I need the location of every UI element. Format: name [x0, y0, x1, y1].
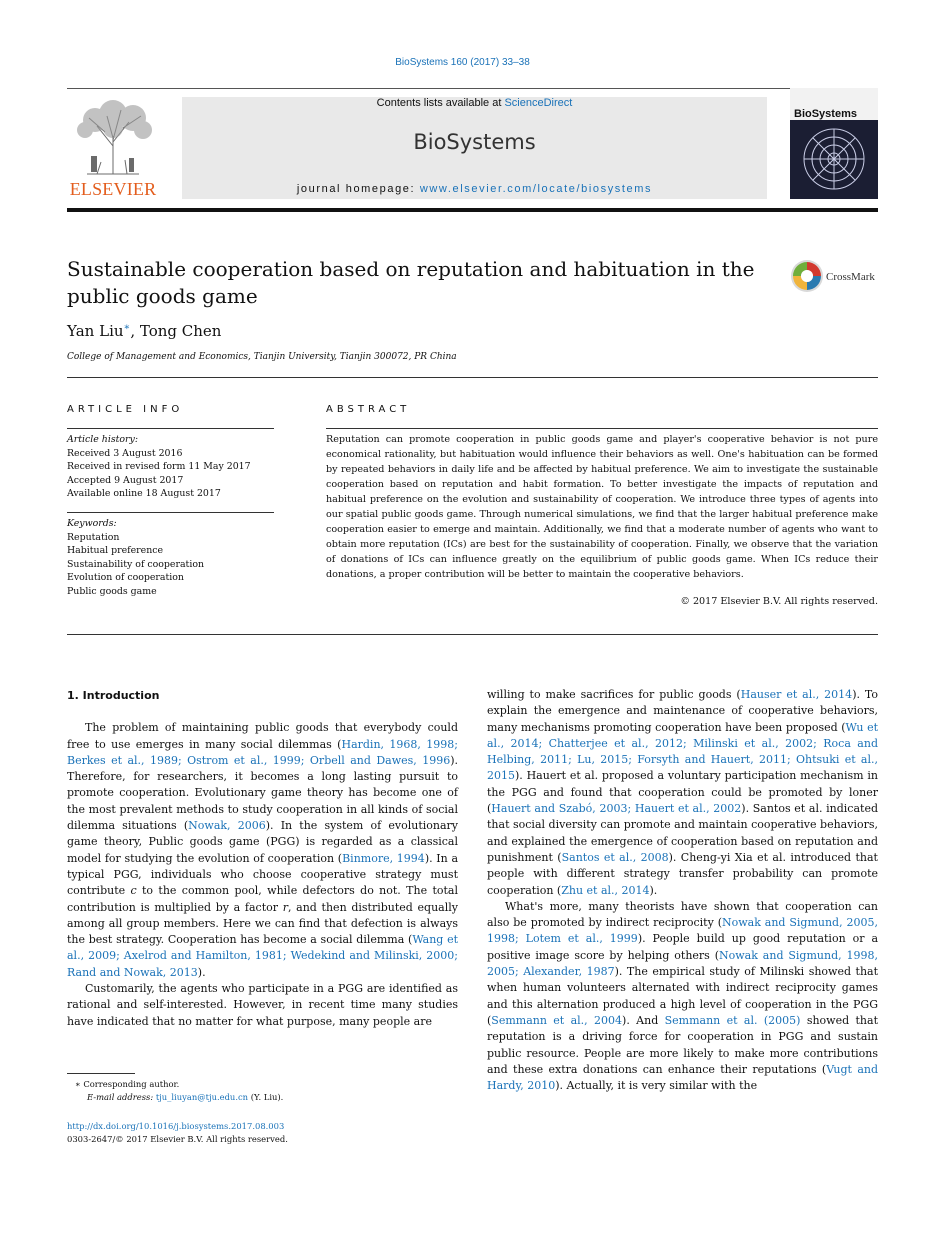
article-history: [67, 433, 274, 501]
journal-title: BioSystems: [413, 130, 536, 154]
email-suffix: (Y. Liu).: [248, 1092, 284, 1102]
citation-link[interactable]: Hauser et al., 2014: [740, 688, 853, 701]
keyword: Public goods game: [67, 585, 157, 597]
history-label: Article history:: [67, 434, 138, 445]
text-run: ). Cheng-yi Xia et al. introduced that people with different strategy transfer probability can promote cooperation (: [487, 850, 878, 897]
article-info-rule: [67, 428, 274, 429]
text-run: The problem of maintaining public goods that everybody could free to use emerges in many social dilemmas (: [67, 721, 458, 751]
cover-graphic-icon: [799, 124, 869, 194]
email-note: [75, 1091, 283, 1104]
keyword: Sustainability of cooperation: [67, 558, 204, 570]
keywords-rule: [67, 512, 274, 513]
text-run: ). In a typical PGG, individuals who choose cooperative strategy must contribute: [67, 851, 459, 898]
sciencedirect-link[interactable]: ScienceDirect: [504, 97, 573, 109]
issn-line: 0303-2647/© 2017 Elsevier B.V. All rights reserved.: [67, 1134, 288, 1144]
author-name: , Tong Chen: [130, 322, 222, 340]
paragraph: [67, 720, 458, 981]
citation-link[interactable]: Vugt and Hardy, 2010: [487, 1062, 879, 1093]
history-item: Received in revised form 11 May 2017: [67, 461, 251, 472]
section-heading-introduction: 1. Introduction: [67, 689, 160, 702]
homepage-line: [182, 183, 767, 195]
history-item: Accepted 9 August 2017: [67, 474, 184, 486]
text-run: ). Santos et al. indicated that social diversity can promote and maintain cooperative behaviors, and explained the emergence of cooperation based on reputation and punishment (: [487, 802, 878, 864]
text-run: willing to make sacrifices for public goods (: [487, 688, 741, 701]
text-run: ). To explain the emergence and maintenance of cooperative behaviors, many mechanisms promoting cooperation have been proposed (: [487, 688, 879, 734]
abstract-rule: [326, 428, 878, 429]
citation-link[interactable]: Santos et al., 2008: [561, 850, 669, 864]
text-run: to the common pool, while defectors do not. The total contribution is multiplied by a factor: [67, 884, 458, 914]
citation-link[interactable]: Zhu et al., 2014: [561, 883, 650, 897]
abstract-text: Reputation can promote cooperation in public goods game and player's cooperative behavior is not pure economical rationality, but habituation would influence their behaviors as well. One's habituation can be formed by repeated behaviors in daily life and be affected by habitual preference. We aim to investigate the sustainable cooperation based on reputation and habit formation. To better investigate the impacts of reputation and habitual preference on the evolution and sustainability of cooperation. We introduce three types of agents into our spatial public goods game. Through numerical simulations, we find that the larger habitual preference make cooperation easier to emerge and maintain. Additionally, we find that a moderate number of agents who want to obtain more reputation (ICs) are best for the sustainability of cooperation. Finally, we observe that the variation of donations of ICs can influence greatly on the equilibrium of public goods game. When ICs reduce their donations, a proper contribution will be better to maintain the cooperative behaviors.: [326, 434, 878, 580]
article-info-heading: ARTICLE INFO: [67, 404, 184, 415]
body-column-right: [487, 687, 878, 1094]
text-run: ). Therefore, for researchers, it becomes a long lasting pursuit to promote cooperation. Evolutionary game theory has become one of the most prevalent methods to study cooperation in all kinds of social dilemma situations (: [67, 753, 458, 833]
body-column-left: [67, 688, 458, 1030]
article-title: Sustainable cooperation based on reputation and habituation in the public goods game: [67, 257, 755, 308]
text-run: ). And: [622, 1013, 665, 1027]
header-thick-rule: [67, 208, 878, 212]
citation-link[interactable]: Semmann et al., 2004: [491, 1013, 623, 1027]
corresponding-author-marker[interactable]: ∗: [123, 322, 131, 333]
text-run: showed that reputation is a driving force for cooperation in PGG and sustain public resource. People are more likely to make more contributions and these extra donations can enhance their reputations (: [487, 1013, 878, 1076]
text-run: ). Hauert et al. proposed a voluntary participation mechanism in the PGG and found that cooperation could be promoted by loner (: [487, 769, 878, 816]
keyword: Habitual preference: [67, 545, 164, 556]
title-rule: [67, 377, 878, 378]
citation-link[interactable]: Wu et al., 2014; Chatterjee et al., 2012; Milinski et al., 2002; Roca and Helbing, 2011; Lu, 2015; Forsyth and Hauert, 2011; Ohtsuki et al., 2015: [487, 720, 878, 783]
email-link[interactable]: tju_liuyan@tju.edu.cn: [155, 1092, 249, 1102]
citation-link[interactable]: Nowak, 2006: [188, 819, 266, 833]
citation-link[interactable]: Nowak and Sigmund, 2005, 1998; Lotem et al., 1999: [487, 916, 878, 946]
keyword: Reputation: [67, 531, 120, 543]
abstract-heading: ABSTRACT: [326, 404, 411, 415]
text-run: ).: [197, 965, 206, 979]
publisher-logo: [67, 96, 159, 200]
corresponding-author-note: ∗ Corresponding author.: [75, 1079, 180, 1089]
cover-title: BioSystems: [794, 108, 857, 120]
paragraph: [487, 687, 878, 899]
elsevier-tree-icon: [67, 96, 159, 176]
publisher-name: ELSEVIER: [69, 179, 157, 199]
text-run: ).: [649, 883, 658, 897]
footnotes: [75, 1078, 283, 1104]
crossmark-icon: [790, 259, 824, 293]
author-name: Yan Liu: [67, 322, 124, 340]
keywords-label: Keywords:: [67, 518, 117, 529]
text-run: ). Actually, it is very similar with the: [555, 1079, 758, 1093]
crossmark-label: CrossMark: [826, 271, 875, 283]
author-list: [67, 322, 221, 340]
top-rule: [67, 88, 878, 89]
contents-line: [182, 97, 767, 109]
history-item: Received 3 August 2016: [67, 447, 183, 459]
citation-link[interactable]: Nowak and Sigmund, 1998, 2005; Alexander, 1987: [487, 948, 878, 979]
affiliation: College of Management and Economics, Tianjin University, Tianjin 300072, PR China: [67, 352, 457, 362]
text-run: ). People build up good reputation or a positive image score by helping others (: [487, 932, 879, 962]
variable-c: c: [130, 884, 137, 898]
text-run: What's more, many theorists have shown that cooperation can also be promoted by indirect reciprocity (: [487, 899, 878, 930]
citation-link[interactable]: Hauert and Szabó, 2003; Hauert et al., 2002: [491, 802, 742, 816]
variable-r: r: [282, 900, 288, 914]
paragraph: [487, 899, 878, 1095]
homepage-prefix: journal homepage:: [296, 183, 420, 195]
citation-link[interactable]: Hardin, 1968, 1998; Berkes et al., 1989; Ostrom et al., 1999; Orbell and Dawes, 1996: [67, 737, 458, 767]
citation-link[interactable]: Semmann et al. (2005): [664, 1013, 801, 1027]
keyword: Evolution of cooperation: [67, 572, 184, 583]
abstract-copyright: © 2017 Elsevier B.V. All rights reserved.: [680, 596, 878, 607]
paragraph: Customarily, the agents who participate in a PGG are identified as rational and self-interested. However, in recent time many studies have indicated that no matter for what purpose, many people are: [67, 982, 458, 1028]
keywords-list: [67, 517, 274, 598]
citation-link[interactable]: Wang et al., 2009; Axelrod and Hamilton, 1981; Wedekind and Milinski, 2000; Rand and Nowak, 2013: [67, 933, 458, 979]
journal-reference[interactable]: BioSystems 160 (2017) 33–38: [395, 57, 530, 68]
text-run: ). The empirical study of Milinski showed that when human volunteers alternated with indirect reciprocity games and this alternation produced a high level of cooperation in the PGG (: [487, 965, 879, 1027]
doi-link[interactable]: http://dx.doi.org/10.1016/j.biosystems.2017.08.003: [67, 1121, 285, 1131]
journal-header-box: [182, 97, 767, 199]
journal-cover-image: [790, 88, 878, 199]
text-run: , and then distributed equally among all group members. Here we can find that defection is always the best strategy. Cooperation has become a social dilemma (: [67, 900, 458, 947]
text-run: ). In the system of evolutionary game theory, Public goods game (PGG) is regarded as a classical model for studying the evolution of cooperation (: [67, 819, 459, 865]
contents-prefix: Contents lists available at: [376, 97, 505, 109]
doi-block: [67, 1120, 288, 1146]
crossmark-badge[interactable]: [790, 259, 880, 295]
footnote-rule: [67, 1073, 135, 1074]
citation-link[interactable]: Binmore, 1994: [342, 851, 425, 865]
homepage-link[interactable]: www.elsevier.com/locate/biosystems: [419, 183, 653, 195]
history-item: Available online 18 August 2017: [67, 488, 221, 499]
abstract-bottom-rule: [67, 634, 878, 635]
email-label: E-mail address:: [87, 1092, 156, 1102]
